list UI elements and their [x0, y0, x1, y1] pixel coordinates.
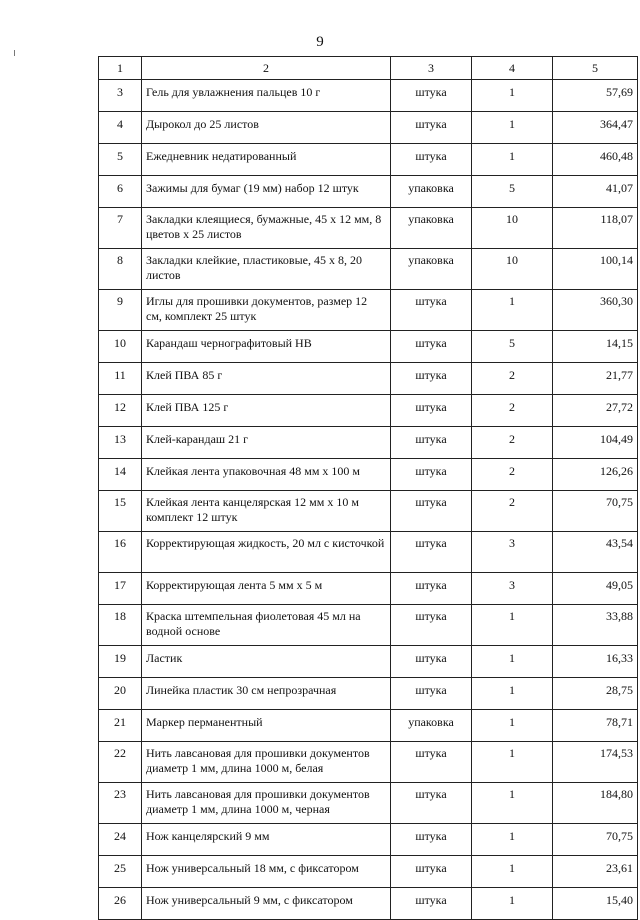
- quantity-cell: 1: [472, 824, 553, 856]
- quantity-cell: 1: [472, 646, 553, 678]
- unit-cell: штука: [391, 395, 472, 427]
- item-name-cell: Клейкая лента канцелярская 12 мм х 10 м комплект 12 штук: [142, 491, 391, 532]
- table-row: [99, 856, 638, 888]
- item-name-cell: Краска штемпельная фиолетовая 45 мл на водной основе: [142, 605, 391, 646]
- item-name-cell: Гель для увлажнения пальцев 10 г: [142, 80, 391, 112]
- table-row: [99, 742, 638, 783]
- page-number: 9: [316, 34, 324, 50]
- table-row: [99, 491, 638, 532]
- row-number-cell: 13: [99, 427, 142, 459]
- table-row: [99, 80, 638, 112]
- item-name-cell: Дырокол до 25 листов: [142, 112, 391, 144]
- item-name-cell: Корректирующая жидкость, 20 мл с кисточкой: [142, 532, 391, 573]
- price-cell: 70,75: [553, 824, 638, 856]
- price-cell: 23,61: [553, 856, 638, 888]
- item-name-cell: Нить лавсановая для прошивки документов диаметр 1 мм, длина 1000 м, черная: [142, 783, 391, 824]
- quantity-cell: 1: [472, 290, 553, 331]
- item-name-cell: Клей ПВА 125 г: [142, 395, 391, 427]
- quantity-cell: 1: [472, 856, 553, 888]
- quantity-cell: 3: [472, 573, 553, 605]
- item-name-cell: Ежедневник недатированный: [142, 144, 391, 176]
- row-number-cell: 25: [99, 856, 142, 888]
- row-number-cell: 7: [99, 208, 142, 249]
- table-row: [99, 824, 638, 856]
- quantity-cell: 2: [472, 395, 553, 427]
- row-number-cell: 4: [99, 112, 142, 144]
- row-number-cell: 3: [99, 80, 142, 112]
- table-row: [99, 208, 638, 249]
- item-name-cell: Нож универсальный 18 мм, с фиксатором: [142, 856, 391, 888]
- row-number-cell: 24: [99, 824, 142, 856]
- unit-cell: штука: [391, 532, 472, 573]
- item-name-cell: Корректирующая лента 5 мм х 5 м: [142, 573, 391, 605]
- item-name-cell: Нож универсальный 9 мм, с фиксатором: [142, 888, 391, 920]
- row-number-cell: 26: [99, 888, 142, 920]
- table-row: [99, 249, 638, 290]
- row-number-cell: 15: [99, 491, 142, 532]
- row-number-cell: 6: [99, 176, 142, 208]
- quantity-cell: 5: [472, 331, 553, 363]
- table-row: [99, 888, 638, 920]
- row-number-cell: 9: [99, 290, 142, 331]
- quantity-cell: 2: [472, 363, 553, 395]
- price-cell: 460,48: [553, 144, 638, 176]
- quantity-cell: 5: [472, 176, 553, 208]
- price-cell: 104,49: [553, 427, 638, 459]
- table-row: [99, 605, 638, 646]
- row-number-cell: 5: [99, 144, 142, 176]
- price-cell: 27,72: [553, 395, 638, 427]
- table-row: [99, 144, 638, 176]
- table-row: [99, 363, 638, 395]
- quantity-cell: 2: [472, 459, 553, 491]
- table-row: [99, 112, 638, 144]
- item-name-cell: Закладки клейкие, пластиковые, 45 х 8, 20 листов: [142, 249, 391, 290]
- quantity-cell: 1: [472, 888, 553, 920]
- quantity-cell: 1: [472, 144, 553, 176]
- item-name-cell: Маркер перманентный: [142, 710, 391, 742]
- unit-cell: штука: [391, 646, 472, 678]
- quantity-cell: 1: [472, 112, 553, 144]
- row-number-cell: 14: [99, 459, 142, 491]
- price-cell: 78,71: [553, 710, 638, 742]
- unit-cell: штука: [391, 331, 472, 363]
- table-row: [99, 532, 638, 573]
- table-row: [99, 646, 638, 678]
- table-row: [99, 290, 638, 331]
- table-row: [99, 395, 638, 427]
- column-header-unit: 3: [391, 57, 472, 80]
- table-row: [99, 176, 638, 208]
- table-row: [99, 678, 638, 710]
- unit-cell: штука: [391, 427, 472, 459]
- unit-cell: штука: [391, 742, 472, 783]
- quantity-cell: 1: [472, 605, 553, 646]
- unit-cell: упаковка: [391, 249, 472, 290]
- item-name-cell: Клейкая лента упаковочная 48 мм х 100 м: [142, 459, 391, 491]
- table-header-row: [99, 57, 638, 80]
- quantity-cell: 1: [472, 742, 553, 783]
- column-header-quantity: 4: [472, 57, 553, 80]
- row-number-cell: 10: [99, 331, 142, 363]
- price-cell: 43,54: [553, 532, 638, 573]
- row-number-cell: 12: [99, 395, 142, 427]
- row-number-cell: 16: [99, 532, 142, 573]
- item-name-cell: Нож канцелярский 9 мм: [142, 824, 391, 856]
- unit-cell: штука: [391, 573, 472, 605]
- table-row: [99, 427, 638, 459]
- price-cell: 184,80: [553, 783, 638, 824]
- unit-cell: штука: [391, 491, 472, 532]
- quantity-cell: 10: [472, 208, 553, 249]
- column-header-number: 1: [99, 57, 142, 80]
- row-number-cell: 18: [99, 605, 142, 646]
- price-cell: 49,05: [553, 573, 638, 605]
- quantity-cell: 2: [472, 491, 553, 532]
- unit-cell: штука: [391, 678, 472, 710]
- item-name-cell: Линейка пластик 30 см непрозрачная: [142, 678, 391, 710]
- item-name-cell: Нить лавсановая для прошивки документов диаметр 1 мм, длина 1000 м, белая: [142, 742, 391, 783]
- unit-cell: штука: [391, 888, 472, 920]
- row-number-cell: 22: [99, 742, 142, 783]
- price-cell: 16,33: [553, 646, 638, 678]
- row-number-cell: 19: [99, 646, 142, 678]
- price-cell: 100,14: [553, 249, 638, 290]
- unit-cell: штука: [391, 824, 472, 856]
- item-name-cell: Карандаш чернографитовый НВ: [142, 331, 391, 363]
- supplies-table: [98, 56, 638, 920]
- unit-cell: штука: [391, 112, 472, 144]
- price-cell: 70,75: [553, 491, 638, 532]
- unit-cell: штука: [391, 783, 472, 824]
- price-cell: 33,88: [553, 605, 638, 646]
- price-cell: 57,69: [553, 80, 638, 112]
- unit-cell: штука: [391, 856, 472, 888]
- price-cell: 364,47: [553, 112, 638, 144]
- price-cell: 118,07: [553, 208, 638, 249]
- quantity-cell: 10: [472, 249, 553, 290]
- row-number-cell: 11: [99, 363, 142, 395]
- quantity-cell: 1: [472, 710, 553, 742]
- price-cell: 15,40: [553, 888, 638, 920]
- price-cell: 21,77: [553, 363, 638, 395]
- item-name-cell: Закладки клеящиеся, бумажные, 45 х 12 мм, 8 цветов х 25 листов: [142, 208, 391, 249]
- table-row: [99, 710, 638, 742]
- item-name-cell: Клей-карандаш 21 г: [142, 427, 391, 459]
- price-cell: 174,53: [553, 742, 638, 783]
- unit-cell: штука: [391, 363, 472, 395]
- table-row: [99, 459, 638, 491]
- price-cell: 14,15: [553, 331, 638, 363]
- unit-cell: упаковка: [391, 710, 472, 742]
- row-number-cell: 17: [99, 573, 142, 605]
- row-number-cell: 8: [99, 249, 142, 290]
- row-number-cell: 23: [99, 783, 142, 824]
- column-header-price: 5: [553, 57, 638, 80]
- item-name-cell: Иглы для прошивки документов, размер 12 см, комплект 25 штук: [142, 290, 391, 331]
- quantity-cell: 1: [472, 678, 553, 710]
- quantity-cell: 3: [472, 532, 553, 573]
- price-cell: 126,26: [553, 459, 638, 491]
- item-name-cell: Зажимы для бумаг (19 мм) набор 12 штук: [142, 176, 391, 208]
- unit-cell: упаковка: [391, 176, 472, 208]
- unit-cell: упаковка: [391, 208, 472, 249]
- unit-cell: штука: [391, 290, 472, 331]
- unit-cell: штука: [391, 80, 472, 112]
- item-name-cell: Клей ПВА 85 г: [142, 363, 391, 395]
- column-header-name: 2: [142, 57, 391, 80]
- unit-cell: штука: [391, 605, 472, 646]
- item-name-cell: Ластик: [142, 646, 391, 678]
- table-row: [99, 783, 638, 824]
- row-number-cell: 20: [99, 678, 142, 710]
- unit-cell: штука: [391, 459, 472, 491]
- quantity-cell: 2: [472, 427, 553, 459]
- table-row: [99, 573, 638, 605]
- quantity-cell: 1: [472, 783, 553, 824]
- quantity-cell: 1: [472, 80, 553, 112]
- price-cell: 28,75: [553, 678, 638, 710]
- price-cell: 360,30: [553, 290, 638, 331]
- table-row: [99, 331, 638, 363]
- unit-cell: штука: [391, 144, 472, 176]
- row-number-cell: 21: [99, 710, 142, 742]
- price-cell: 41,07: [553, 176, 638, 208]
